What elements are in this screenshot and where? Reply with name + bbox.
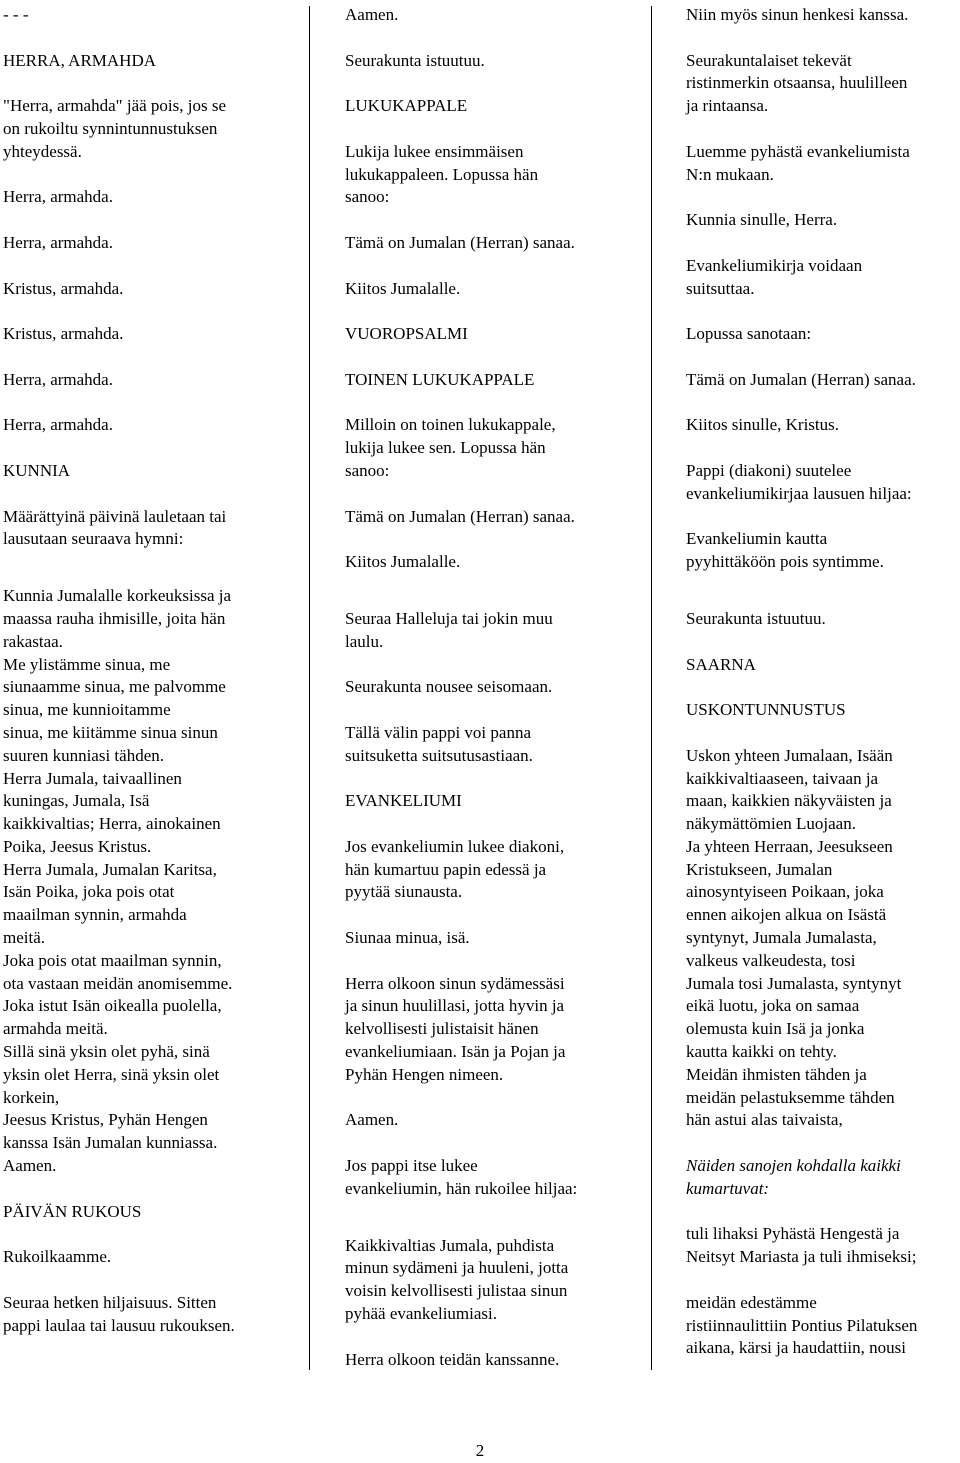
paragraph: Määrättyinä päivinä lauletaan tai lausutaan seuraava hymni:: [3, 506, 227, 549]
paragraph: Lukija lukee ensimmäisen lukukappaleen. Lopussa hän sanoo:: [345, 141, 539, 207]
paragraph: Joka istut Isän oikealla puolella, armahda meitä.: [3, 996, 222, 1039]
paragraph: Seuraa hetken hiljaisuus. Sitten pappi laulaa tai lausuu rukouksen.: [3, 1292, 235, 1335]
paragraph: SAARNA: [686, 654, 756, 674]
paragraph: Evankeliumin kautta pyyhittäköön pois syntimme.: [686, 529, 884, 572]
paragraph: "Herra, armahda" jää pois, jos se on rukoiltu synnintunnustuksen yhteydessä.: [3, 96, 226, 161]
paragraph: HERRA, ARMAHDA: [3, 50, 157, 70]
text-column-2: [345, 4, 640, 1394]
paragraph: Sillä sinä yksin olet pyhä, sinä yksin olet Herra, sinä yksin olet korkein,: [3, 1042, 220, 1107]
paragraph: Niin myös sinun henkesi kanssa.: [686, 5, 909, 24]
paragraph: Seurakunta nousee seisomaan.: [345, 677, 553, 697]
paragraph: Tämä on Jumalan (Herran) sanaa.: [686, 369, 916, 389]
paragraph: - - -: [3, 5, 29, 24]
paragraph: Ja yhteen Herraan, Jeesukseen Kristukseen, Jumalan ainosyntyiseen Poikaan, joka ennen aikojen alkua on Isästä syntynyt, Jumala Jumalasta, valkeus valkeudesta, tosi Jumala tosi Jumalasta, syntynyt eikä luotu, joka on samaa olemusta kuin Isä ja jonka kautta kaikki on tehty.: [686, 836, 902, 1062]
paragraph: Kiitos sinulle, Kristus.: [686, 415, 840, 435]
paragraph: Jos evankeliumin lukee diakoni, hän kumartuu papin edessä ja pyytää siunausta.: [345, 836, 565, 902]
paragraph: Jeesus Kristus, Pyhän Hengen kanssa Isän Jumalan kunniassa.: [3, 1110, 218, 1153]
paragraph: Aamen.: [3, 1156, 57, 1176]
paragraph: tuli lihaksi Pyhästä Hengestä ja Neitsyt Mariasta ja tuli ihmiseksi;: [686, 1224, 917, 1267]
paragraph: Lopussa sanotaan:: [686, 324, 812, 344]
paragraph: Aamen.: [345, 1110, 399, 1130]
paragraph: Kiitos Jumalalle.: [345, 278, 461, 298]
paragraph: Tämä on Jumalan (Herran) sanaa.: [345, 232, 575, 252]
paragraph: TOINEN LUKUKAPPALE: [345, 369, 535, 389]
paragraph: Seurakunta istuutuu.: [345, 50, 485, 70]
text-column-3: [686, 4, 958, 1383]
page-number: 2: [475, 1441, 485, 1460]
paragraph: Luemme pyhästä evankeliumista N:n mukaan.: [686, 141, 910, 184]
paragraph: Herra, armahda.: [3, 415, 113, 435]
paragraph: Siunaa minua, isä.: [345, 928, 470, 948]
paragraph: Tällä välin pappi voi panna suitsuketta suitsutusastiaan.: [345, 722, 533, 765]
paragraph: KUNNIA: [3, 460, 71, 480]
paragraph: Me ylistämme sinua, me siunaamme sinua, me palvomme sinua, me kunnioitamme sinua, me kiitämme sinua sinun suuren kunniasi tähden.: [3, 654, 226, 765]
paragraph: Meidän ihmisten tähden ja meidän pelastuksemme tähden hän astui alas taivaista,: [686, 1064, 895, 1130]
paragraph: Jos pappi itse lukee evankeliumin, hän rukoilee hiljaa:: [345, 1156, 578, 1198]
paragraph: Seuraa Halleluja tai jokin muu laulu.: [345, 608, 553, 651]
paragraph: PÄIVÄN RUKOUS: [3, 1201, 142, 1221]
paragraph: Kunnia Jumalalle korkeuksissa ja maassa rauha ihmisille, joita hän rakastaa.: [3, 586, 232, 651]
paragraph: Herra olkoon sinun sydämessäsi ja sinun huulillasi, jotta hyvin ja kelvollisesti julistaisit hänen evankeliumiaan. Isän ja Pojan ja Pyhän Hengen nimeen.: [345, 973, 566, 1084]
paragraph: Kaikkivaltias Jumala, puhdista minun sydämeni ja huuleni, jotta voisin kelvollisesti julistaa sinun pyhää evankeliumiasi.: [345, 1235, 569, 1324]
paragraph: Kristus, armahda.: [3, 278, 124, 298]
paragraph: Kunnia sinulle, Herra.: [686, 210, 838, 230]
paragraph: Evankeliumikirja voidaan suitsuttaa.: [686, 255, 863, 298]
paragraph: Pappi (diakoni) suutelee evankeliumikirjaa lausuen hiljaa:: [686, 460, 912, 503]
paragraph: EVANKELIUMI: [345, 791, 462, 811]
paragraph: Herra, armahda.: [3, 369, 113, 389]
paragraph: Uskon yhteen Jumalaan, Isään kaikkivaltiaaseen, taivaan ja maan, kaikkien näkyväisten ja näkymättömien Luojaan.: [686, 745, 893, 834]
paragraph: Herra olkoon teidän kanssanne.: [345, 1349, 560, 1369]
paragraph: meidän edestämme ristiinnaulittiin Pontius Pilatuksen aikana, kärsi ja haudattiin, nousi: [686, 1292, 918, 1358]
paragraph: Rukoilkaamme.: [3, 1247, 112, 1267]
paragraph: VUOROPSALMI: [345, 324, 468, 344]
paragraph: Herra Jumala, Jumalan Karitsa, Isän Poika, joka pois otat maailman synnin, armahda meitä.: [3, 859, 217, 948]
paragraph: Seurakunta istuutuu.: [686, 608, 826, 628]
text-column-1: [3, 4, 298, 1360]
paragraph: Herra, armahda.: [3, 187, 113, 207]
paragraph: Milloin on toinen lukukappale, lukija lukee sen. Lopussa hän sanoo:: [345, 415, 556, 480]
paragraph: USKONTUNNUSTUS: [686, 700, 846, 720]
column-divider-2: [651, 6, 652, 1370]
paragraph: Kristus, armahda.: [3, 324, 124, 344]
paragraph: Aamen.: [345, 5, 399, 24]
paragraph: Tämä on Jumalan (Herran) sanaa.: [345, 506, 575, 526]
paragraph: Kiitos Jumalalle.: [345, 552, 461, 572]
paragraph: Näiden sanojen kohdalla kaikki kumartuvat:: [686, 1156, 901, 1198]
paragraph: LUKUKAPPALE: [345, 96, 468, 116]
paragraph: Seurakuntalaiset tekevät ristinmerkin otsaansa, huulilleen ja rintaansa.: [686, 50, 908, 116]
paragraph: Herra Jumala, taivaallinen kuningas, Jumala, Isä kaikkivaltias; Herra, ainokainen Poika, Jeesus Kristus.: [3, 768, 221, 856]
paragraph: Herra, armahda.: [3, 232, 113, 252]
column-divider-1: [309, 6, 310, 1370]
paragraph: Joka pois otat maailman synnin, ota vastaan meidän anomisemme.: [3, 950, 233, 993]
